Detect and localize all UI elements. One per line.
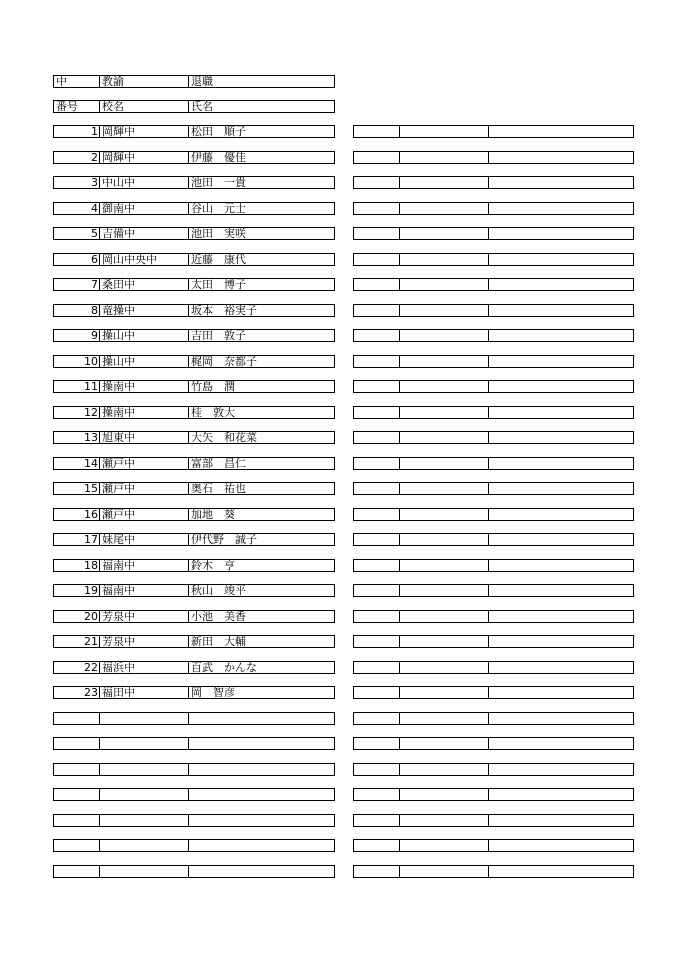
empty-name-cell <box>489 584 634 597</box>
empty-name-cell <box>489 355 634 368</box>
table-row <box>53 406 335 419</box>
empty-number-cell <box>353 482 400 495</box>
empty-table-row <box>353 329 634 342</box>
row-number-cell: 22 <box>53 661 100 674</box>
empty-name-cell <box>489 635 634 648</box>
school-cell <box>100 763 189 776</box>
row-number-cell: 12 <box>53 406 100 419</box>
name-cell: 秋山 竣平 <box>189 584 335 597</box>
row-number-cell: 18 <box>53 559 100 572</box>
table-row <box>53 584 335 597</box>
empty-number-cell <box>353 839 400 852</box>
empty-name-cell <box>489 508 634 521</box>
empty-school-cell <box>400 584 489 597</box>
empty-name-cell <box>489 661 634 674</box>
name-cell: 太田 博子 <box>189 278 335 291</box>
school-cell: 瀬戸中 <box>100 508 189 521</box>
empty-school-cell <box>400 686 489 699</box>
empty-table-row <box>353 457 634 470</box>
empty-name-cell <box>489 533 634 546</box>
name-cell: 伊藤 優佳 <box>189 151 335 164</box>
header-status-cell: 退職 <box>189 75 335 88</box>
empty-name-cell <box>489 559 634 572</box>
table-row <box>53 559 335 572</box>
name-cell: 岡 智彦 <box>189 686 335 699</box>
name-cell: 竹島 潤 <box>189 380 335 393</box>
empty-school-cell <box>400 457 489 470</box>
empty-table-row <box>353 431 634 444</box>
empty-number-cell <box>353 686 400 699</box>
school-cell <box>100 788 189 801</box>
empty-school-cell <box>400 508 489 521</box>
table-row <box>53 814 335 827</box>
table-row <box>53 865 335 878</box>
school-cell: 中山中 <box>100 176 189 189</box>
school-cell: 芳泉中 <box>100 635 189 648</box>
empty-school-cell <box>400 125 489 138</box>
empty-name-cell <box>489 278 634 291</box>
school-cell: 福南中 <box>100 559 189 572</box>
table-row <box>53 737 335 750</box>
empty-number-cell <box>353 508 400 521</box>
empty-school-cell <box>400 431 489 444</box>
empty-number-cell <box>353 763 400 776</box>
name-cell <box>189 763 335 776</box>
empty-table-row <box>353 202 634 215</box>
name-cell: 百武 かんな <box>189 661 335 674</box>
empty-table-row <box>353 406 634 419</box>
empty-table-row <box>353 610 634 623</box>
name-cell: 梶岡 奈都子 <box>189 355 335 368</box>
row-number-cell: 10 <box>53 355 100 368</box>
empty-table-row <box>353 151 634 164</box>
empty-school-cell <box>400 788 489 801</box>
empty-school-cell <box>400 661 489 674</box>
row-number-cell: 8 <box>53 304 100 317</box>
header-school-cell: 校名 <box>100 100 189 113</box>
name-cell: 大矢 和花菜 <box>189 431 335 444</box>
school-cell <box>100 737 189 750</box>
empty-number-cell <box>353 865 400 878</box>
school-cell <box>100 839 189 852</box>
name-cell: 新田 大輔 <box>189 635 335 648</box>
table-row <box>53 304 335 317</box>
row-number-cell: 15 <box>53 482 100 495</box>
school-cell: 操南中 <box>100 380 189 393</box>
row-number-cell: 9 <box>53 329 100 342</box>
empty-school-cell <box>400 151 489 164</box>
empty-school-cell <box>400 839 489 852</box>
header-number-cell: 番号 <box>53 100 100 113</box>
header-category-cell: 中 <box>53 75 100 88</box>
empty-name-cell <box>489 737 634 750</box>
table-row <box>53 176 335 189</box>
empty-number-cell <box>353 227 400 240</box>
name-cell <box>189 839 335 852</box>
row-number-cell: 16 <box>53 508 100 521</box>
row-number-cell <box>53 737 100 750</box>
empty-school-cell <box>400 559 489 572</box>
empty-number-cell <box>353 431 400 444</box>
name-cell: 鈴木 亨 <box>189 559 335 572</box>
name-cell <box>189 788 335 801</box>
name-cell: 加地 葵 <box>189 508 335 521</box>
empty-table-row <box>353 559 634 572</box>
school-cell: 竜操中 <box>100 304 189 317</box>
school-cell: 福田中 <box>100 686 189 699</box>
school-cell <box>100 865 189 878</box>
row-number-cell: 14 <box>53 457 100 470</box>
table-row <box>53 431 335 444</box>
empty-table-row <box>353 176 634 189</box>
empty-school-cell <box>400 737 489 750</box>
empty-school-cell <box>400 329 489 342</box>
row-number-cell: 20 <box>53 610 100 623</box>
row-number-cell: 7 <box>53 278 100 291</box>
empty-table-row <box>353 865 634 878</box>
school-cell: 岡山中央中 <box>100 253 189 266</box>
table-row <box>53 763 335 776</box>
table-row <box>53 125 335 138</box>
row-number-cell <box>53 839 100 852</box>
empty-table-row <box>353 533 634 546</box>
empty-name-cell <box>489 329 634 342</box>
name-cell: 坂本 裕実子 <box>189 304 335 317</box>
empty-number-cell <box>353 406 400 419</box>
empty-name-cell <box>489 176 634 189</box>
empty-number-cell <box>353 533 400 546</box>
school-cell: 桑田中 <box>100 278 189 291</box>
table-row <box>53 533 335 546</box>
empty-name-cell <box>489 406 634 419</box>
name-cell <box>189 737 335 750</box>
name-cell <box>189 814 335 827</box>
school-cell: 芳泉中 <box>100 610 189 623</box>
row-number-cell: 1 <box>53 125 100 138</box>
empty-school-cell <box>400 482 489 495</box>
school-cell: 福浜中 <box>100 661 189 674</box>
empty-school-cell <box>400 814 489 827</box>
header-row-category <box>53 75 335 88</box>
empty-school-cell <box>400 635 489 648</box>
table-row <box>53 508 335 521</box>
name-cell <box>189 712 335 725</box>
school-cell: 旭東中 <box>100 431 189 444</box>
name-cell: 伊代野 誠子 <box>189 533 335 546</box>
empty-number-cell <box>353 661 400 674</box>
empty-table-row <box>353 686 634 699</box>
empty-school-cell <box>400 202 489 215</box>
row-number-cell: 23 <box>53 686 100 699</box>
row-number-cell <box>53 788 100 801</box>
empty-name-cell <box>489 202 634 215</box>
empty-number-cell <box>353 253 400 266</box>
row-number-cell: 6 <box>53 253 100 266</box>
empty-number-cell <box>353 814 400 827</box>
school-cell: 操山中 <box>100 355 189 368</box>
school-cell: 岡輝中 <box>100 151 189 164</box>
school-cell: 岡輝中 <box>100 125 189 138</box>
empty-school-cell <box>400 176 489 189</box>
empty-table-row <box>353 355 634 368</box>
table-row <box>53 355 335 368</box>
empty-table-row <box>353 737 634 750</box>
school-cell: 妹尾中 <box>100 533 189 546</box>
row-number-cell <box>53 712 100 725</box>
empty-name-cell <box>489 227 634 240</box>
school-cell: 瀬戸中 <box>100 457 189 470</box>
school-cell: 福南中 <box>100 584 189 597</box>
row-number-cell: 19 <box>53 584 100 597</box>
empty-school-cell <box>400 763 489 776</box>
empty-name-cell <box>489 304 634 317</box>
empty-table-row <box>353 712 634 725</box>
name-cell: 奥石 祐也 <box>189 482 335 495</box>
school-cell <box>100 712 189 725</box>
table-row <box>53 788 335 801</box>
table-row <box>53 329 335 342</box>
table-row <box>53 839 335 852</box>
empty-number-cell <box>353 635 400 648</box>
empty-school-cell <box>400 355 489 368</box>
empty-table-row <box>353 304 634 317</box>
empty-number-cell <box>353 457 400 470</box>
empty-name-cell <box>489 763 634 776</box>
empty-number-cell <box>353 610 400 623</box>
empty-number-cell <box>353 737 400 750</box>
empty-school-cell <box>400 304 489 317</box>
name-cell: 池田 一貴 <box>189 176 335 189</box>
empty-number-cell <box>353 176 400 189</box>
empty-school-cell <box>400 380 489 393</box>
empty-name-cell <box>489 814 634 827</box>
empty-name-cell <box>489 865 634 878</box>
row-number-cell: 3 <box>53 176 100 189</box>
school-cell: 操山中 <box>100 329 189 342</box>
empty-table-row <box>353 763 634 776</box>
empty-school-cell <box>400 865 489 878</box>
empty-name-cell <box>489 380 634 393</box>
empty-table-row <box>353 839 634 852</box>
empty-table-row <box>353 635 634 648</box>
empty-name-cell <box>489 686 634 699</box>
school-cell: 瀬戸中 <box>100 482 189 495</box>
empty-name-cell <box>489 253 634 266</box>
name-cell <box>189 865 335 878</box>
name-cell: 吉田 敦子 <box>189 329 335 342</box>
row-number-cell: 5 <box>53 227 100 240</box>
table-row <box>53 278 335 291</box>
table-row <box>53 686 335 699</box>
name-cell: 松田 順子 <box>189 125 335 138</box>
name-cell: 近藤 康代 <box>189 253 335 266</box>
empty-number-cell <box>353 278 400 291</box>
empty-table-row <box>353 227 634 240</box>
table-row <box>53 227 335 240</box>
row-number-cell: 2 <box>53 151 100 164</box>
row-number-cell <box>53 814 100 827</box>
empty-name-cell <box>489 431 634 444</box>
empty-school-cell <box>400 610 489 623</box>
empty-name-cell <box>489 788 634 801</box>
table-row <box>53 712 335 725</box>
empty-number-cell <box>353 125 400 138</box>
row-number-cell: 13 <box>53 431 100 444</box>
empty-school-cell <box>400 406 489 419</box>
empty-school-cell <box>400 533 489 546</box>
empty-school-cell <box>400 227 489 240</box>
empty-name-cell <box>489 151 634 164</box>
empty-number-cell <box>353 584 400 597</box>
table-row <box>53 610 335 623</box>
empty-table-row <box>353 661 634 674</box>
empty-name-cell <box>489 839 634 852</box>
empty-table-row <box>353 508 634 521</box>
table-row <box>53 482 335 495</box>
empty-name-cell <box>489 712 634 725</box>
table-row <box>53 661 335 674</box>
name-cell: 富部 昌仁 <box>189 457 335 470</box>
empty-name-cell <box>489 457 634 470</box>
school-cell <box>100 814 189 827</box>
header-role-cell: 教諭 <box>100 75 189 88</box>
row-number-cell: 11 <box>53 380 100 393</box>
empty-number-cell <box>353 380 400 393</box>
empty-table-row <box>353 380 634 393</box>
table-row <box>53 202 335 215</box>
empty-number-cell <box>353 329 400 342</box>
empty-table-row <box>353 814 634 827</box>
empty-number-cell <box>353 355 400 368</box>
empty-name-cell <box>489 482 634 495</box>
name-cell: 谷山 元士 <box>189 202 335 215</box>
empty-table-row <box>353 482 634 495</box>
empty-table-row <box>353 253 634 266</box>
header-name-cell: 氏名 <box>189 100 335 113</box>
school-cell: 操南中 <box>100 406 189 419</box>
empty-number-cell <box>353 788 400 801</box>
row-number-cell: 17 <box>53 533 100 546</box>
empty-number-cell <box>353 304 400 317</box>
empty-number-cell <box>353 712 400 725</box>
name-cell: 桂 敦大 <box>189 406 335 419</box>
row-number-cell <box>53 763 100 776</box>
empty-name-cell <box>489 125 634 138</box>
empty-school-cell <box>400 278 489 291</box>
school-cell: 吉備中 <box>100 227 189 240</box>
empty-number-cell <box>353 151 400 164</box>
empty-school-cell <box>400 712 489 725</box>
empty-table-row <box>353 788 634 801</box>
table-row <box>53 457 335 470</box>
empty-school-cell <box>400 253 489 266</box>
empty-table-row <box>353 584 634 597</box>
empty-name-cell <box>489 610 634 623</box>
empty-number-cell <box>353 202 400 215</box>
row-number-cell: 4 <box>53 202 100 215</box>
row-number-cell <box>53 865 100 878</box>
school-cell: 御南中 <box>100 202 189 215</box>
table-row <box>53 253 335 266</box>
row-number-cell: 21 <box>53 635 100 648</box>
empty-table-row <box>353 125 634 138</box>
table-row <box>53 380 335 393</box>
table-row <box>53 635 335 648</box>
name-cell: 池田 実咲 <box>189 227 335 240</box>
name-cell: 小池 美香 <box>189 610 335 623</box>
header-row-columns <box>53 100 335 113</box>
empty-number-cell <box>353 559 400 572</box>
table-row <box>53 151 335 164</box>
empty-table-row <box>353 278 634 291</box>
